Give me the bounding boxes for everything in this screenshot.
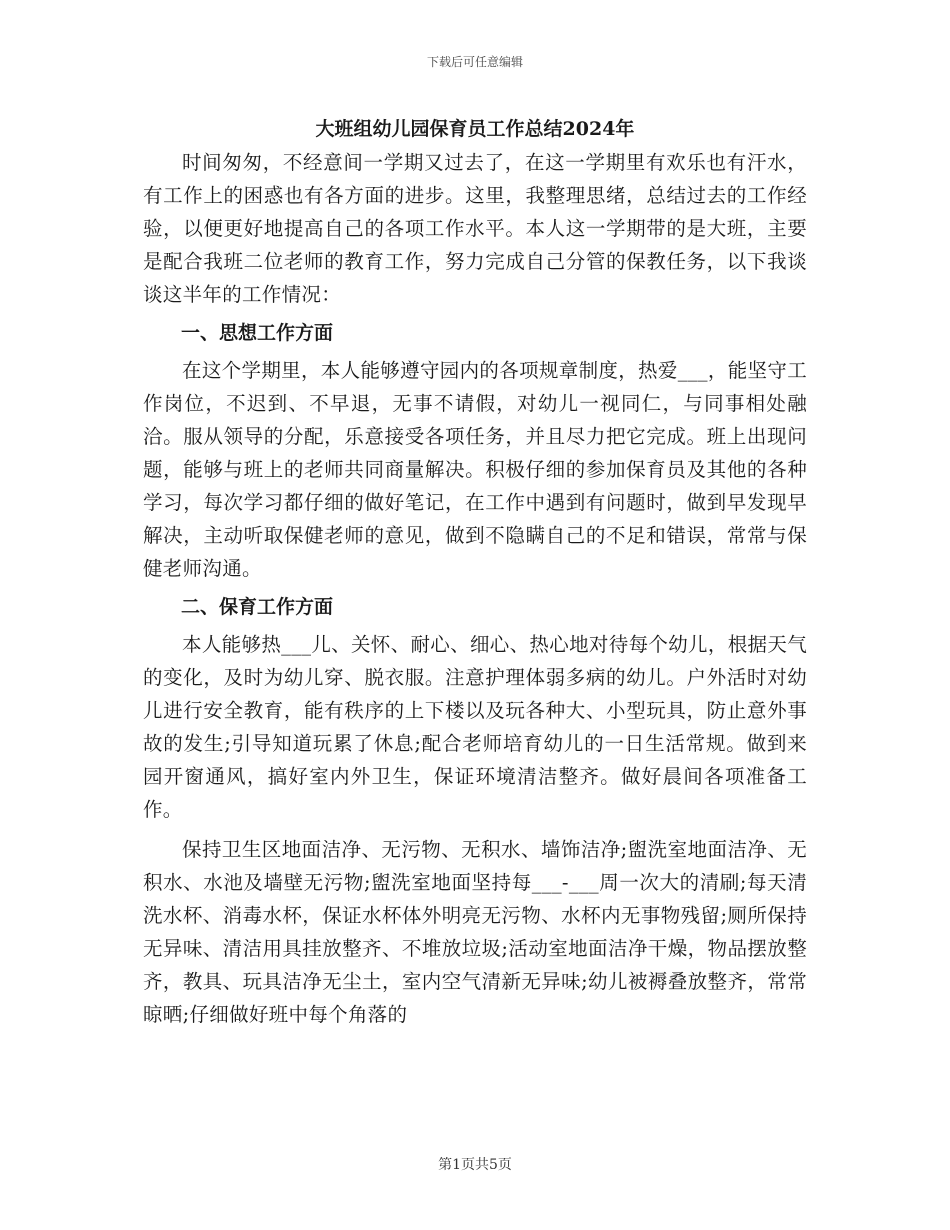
body-paragraph: 在这个学期里，本人能够遵守园内的各项规章制度，热爱___，能坚守工作岗位，不迟到、不早退，无事不请假，对幼儿一视同仁，与同事相处融洽。服从领导的分配，乐意接受各项任务，并且尽力把它完成。班上出现问题，能够与班上的老师共同商量解决。积极仔细的参加保育员及其他的各种学习，每次学习都仔细的做好笔记，在工作中遇到有问题时，做到早发现早解决，主动听取保健老师的意见，做到不隐瞒自己的不足和错误，常常与保健老师沟通。 [143,359,807,580]
document-body [143,146,807,1031]
body-paragraph: 本人能够热___儿、关怀、耐心、细心、热心地对待每个幼儿，根据天气的变化，及时为幼儿穿、脱衣服。注意护理体弱多病的幼儿。户外活时对幼儿进行安全教育，能有秩序的上下楼以及玩各种大、小型玩具，防止意外事故的发生;引导知道玩累了休息;配合老师培育幼儿的一日生活常规。做到来园开窗通风，搞好室内外卫生，保证环境清洁整齐。做好晨间各项准备工作。 [143,633,807,821]
section-heading: 二、保育工作方面 [181,596,334,618]
page-title: 大班组幼儿园保育员工作总结2024年 [315,118,635,140]
body-paragraph: 保持卫生区地面洁净、无污物、无积水、墙饰洁净;盥洗室地面洁净、无积水、水池及墙壁无污物;盥洗室地面坚持每___-___周一次大的清刷;每天清洗水杯、消毒水杯，保证水杯体外明亮无污物、水杯内无事物残留;厕所保持无异味、清洁用具挂放整齐、不堆放垃圾;活动室地面洁净干燥，物品摆放整齐，教具、玩具洁净无尘土，室内空气清新无异味;幼儿被褥叠放整齐，常常晾晒;仔细做好班中每个角落的 [143,838,807,1026]
intro-paragraph: 时间匆匆，不经意间一学期又过去了，在这一学期里有欢乐也有汗水，有工作上的困惑也有各方面的进步。这里，我整理思绪，总结过去的工作经验，以便更好地提高自己的各项工作水平。本人这一学期带的是大班，主要是配合我班二位老师的教育工作，努力完成自己分管的保教任务，以下我谈谈这半年的工作情况： [143,151,807,306]
section-care-work [143,591,807,1031]
page-header-note: 下载后可任意编辑 [426,55,523,69]
page-number: 第1页共5页 [438,1157,512,1173]
section-heading: 一、思想工作方面 [181,322,334,344]
section-ideology [143,317,807,585]
